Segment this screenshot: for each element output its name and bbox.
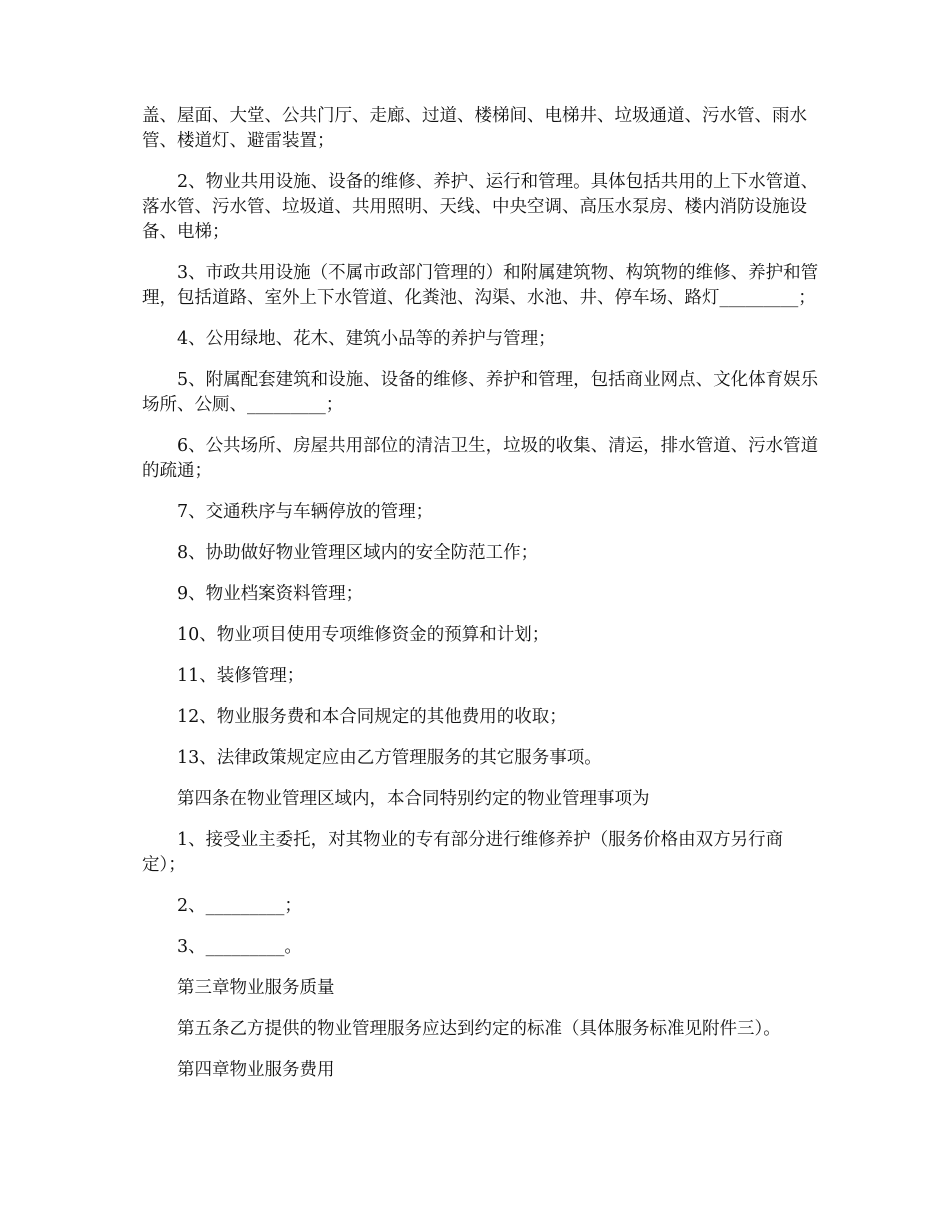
paragraph: 9、物业档案资料管理； <box>177 584 364 604</box>
paragraph: 11、装修管理； <box>177 666 305 686</box>
paragraph: 6、公共场所、房屋共用部位的清洁卫生，垃圾的收集、清运，排水管道、污水管道的疏通； <box>142 436 819 481</box>
paragraph: 8、协助做好物业管理区域内的安全防范工作； <box>177 543 539 563</box>
chapter-heading: 第四章物业服务费用 <box>177 1060 335 1080</box>
paragraph: 13、法律政策规定应由乙方管理服务的其它服务事项。 <box>177 748 602 768</box>
paragraph: 12、物业服务费和本合同规定的其他费用的收取； <box>177 707 567 727</box>
paragraph: 2、_________； <box>177 896 302 916</box>
paragraph: 3、市政共用设施（不属市政部门管理的）和附属建筑物、构筑物的维修、养护和管理，包括道路、室外上下水管道、化粪池、沟渠、水池、井、停车场、路灯_________； <box>142 263 819 308</box>
paragraph: 5、附属配套建筑和设施、设备的维修、养护和管理，包括商业网点、文化体育娱乐场所、公厕、_________； <box>142 370 819 415</box>
paragraph: 3、_________。 <box>177 937 302 957</box>
chapter-heading: 第三章物业服务质量 <box>177 978 335 998</box>
paragraph: 盖、屋面、大堂、公共门厅、走廊、过道、楼梯间、电梯井、垃圾通道、污水管、雨水管、楼道灯、避雷装置； <box>142 106 807 151</box>
paragraph: 2、物业共用设施、设备的维修、养护、运行和管理。具体包括共用的上下水管道、落水管、污水管、垃圾道、共用照明、天线、中央空调、高压水泵房、楼内消防设施设备、电梯； <box>142 172 819 242</box>
paragraph: 10、物业项目使用专项维修资金的预算和计划； <box>177 625 550 645</box>
paragraph: 7、交通秩序与车辆停放的管理； <box>177 502 434 522</box>
article-heading: 第四条在物业管理区域内，本合同特别约定的物业管理事项为 <box>177 789 650 809</box>
paragraph: 1、接受业主委托，对其物业的专有部分进行维修养护（服务价格由双方另行商定）； <box>142 830 784 875</box>
document-page <box>142 104 822 1099</box>
article-heading: 第五条乙方提供的物业管理服务应达到约定的标准（具体服务标准见附件三）。 <box>177 1019 781 1039</box>
paragraph: 4、公用绿地、花木、建筑小品等的养护与管理； <box>177 329 556 349</box>
